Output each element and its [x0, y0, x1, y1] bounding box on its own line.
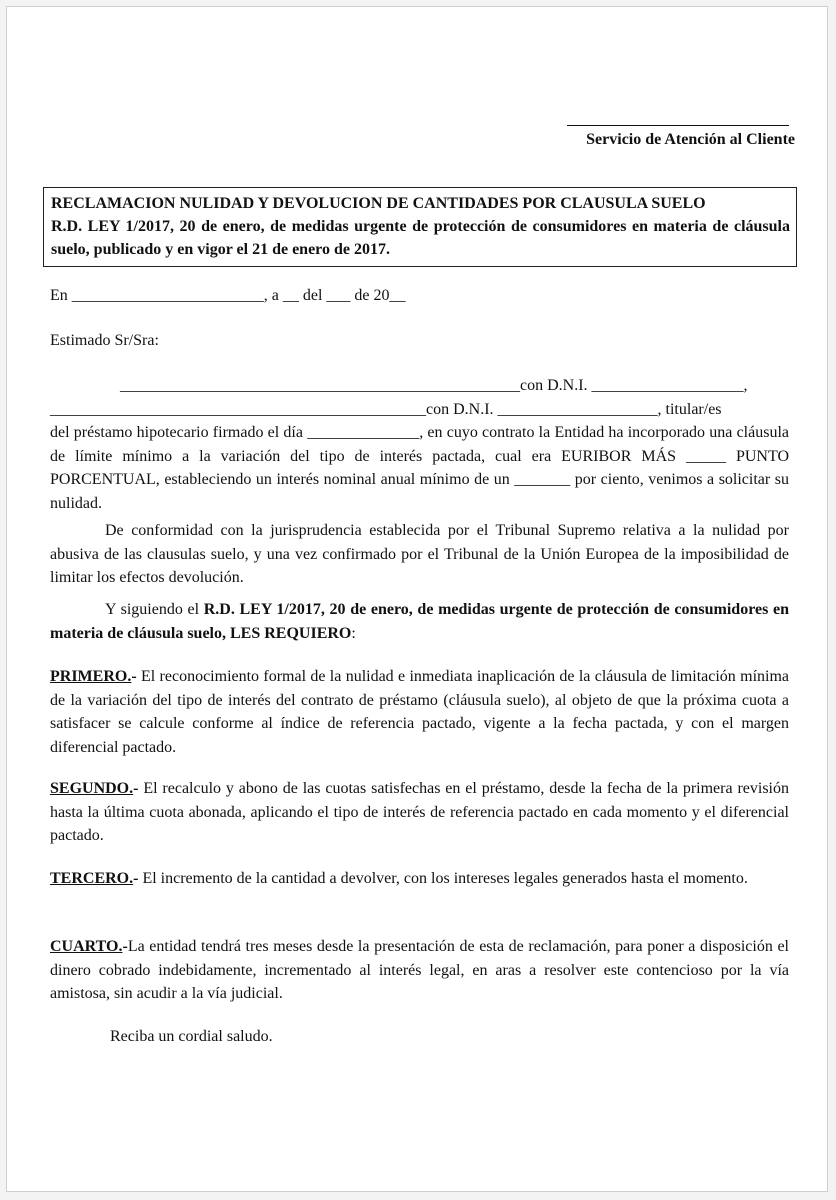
clause-cuarto — [50, 935, 789, 1006]
signature-line — [567, 125, 789, 126]
parties-block — [50, 374, 789, 515]
recipient-service: Servicio de Atención al Cliente — [586, 131, 795, 148]
clause-primero — [50, 665, 789, 759]
clause-text: El recalculo y abono de las cuotas satisfechas en el préstamo, desde la fecha de la primera revisión hasta la última cuota abonada, aplicando el tipo de interés de referencia pactado en cada momento y el diferencial pactado. — [50, 780, 789, 844]
party-line-1: __________________________________________________con D.N.I. ___________________, — [120, 377, 748, 394]
paragraph-jurisprudence: De conformidad con la jurisprudencia establecida por el Tribunal Supremo relativa a la nulidad por abusiva de las clausulas suelo, y una vez confirmado por el Tribunal de la Unión Europea de la imposibilidad de limitar los efectos devolución. — [50, 522, 789, 586]
clause-label: CUARTO. — [50, 938, 123, 955]
clause-label: TERCERO. — [50, 870, 134, 887]
requirement-tail: : — [351, 624, 356, 642]
subject-title: RECLAMACION NULIDAD Y DEVOLUCION DE CANTIDADES POR CLAUSULA SUELO — [51, 195, 706, 212]
clause-dash: - — [131, 668, 137, 685]
party-details: del préstamo hipotecario firmado el día ______________, en cuyo contrato la Entidad ha incorporado una cláusula de límite mínimo a la variación del tipo de interés pactada, cual era EURIBOR MÁS _____ PUNTO PORCENTUAL, estableciendo un interés nominal anual mínimo de un _______ por ciento, venimos a solicitar su nulidad. — [50, 424, 789, 512]
subject-law: R.D. LEY 1/2017, 20 de enero, de medidas urgente de protección de consumidores en materia de cláusula suelo, publicado y en vigor el 21 de enero de 2017. — [51, 218, 790, 258]
subject-box — [43, 187, 797, 267]
clause-label: SEGUNDO. — [50, 780, 134, 797]
clause-dash: - — [133, 870, 139, 887]
clause-text: El reconocimiento formal de la nulidad e inmediata inaplicación de la cláusula de limitación mínima de la variación del tipo de interés del contrato de préstamo (cláusula suelo), al objeto de que la próxima cuota a satisfacer se calcule conforme al índice de referencia pactado, vigente a la fecha pactada, y con el margen diferencial pactado. — [50, 668, 789, 756]
requirement-law: R.D. LEY 1/2017, 20 de enero, de medidas urgente de protección de consumidores en materia de cláusula suelo, LES REQUIERO — [50, 601, 789, 642]
place-date-line: En ________________________, a __ del ___ de 20__ — [50, 287, 406, 304]
clause-text: La entidad tendrá tres meses desde la presentación de esta de reclamación, para poner a disposición el dinero cobrado indebidamente, incrementado al interés legal, en aras a resolver este contencioso por la vía amistosa, sin acudir a la vía judicial. — [50, 938, 789, 1002]
clause-text: El incremento de la cantidad a devolver, con los intereses legales generados hasta el momento. — [138, 870, 748, 887]
clause-dash: - — [133, 780, 139, 797]
clause-label: PRIMERO. — [50, 668, 132, 685]
party-line-2: _______________________________________________con D.N.I. ____________________, titular/es — [50, 400, 722, 418]
clause-dash: - — [122, 938, 128, 955]
paragraph-requirement — [50, 598, 789, 645]
clause-segundo — [50, 777, 789, 848]
closing-salutation: Reciba un cordial saludo. — [110, 1028, 273, 1045]
clause-tercero — [50, 867, 789, 891]
greeting: Estimado Sr/Sra: — [50, 332, 159, 349]
requirement-lead: Y siguiendo el — [105, 601, 204, 618]
